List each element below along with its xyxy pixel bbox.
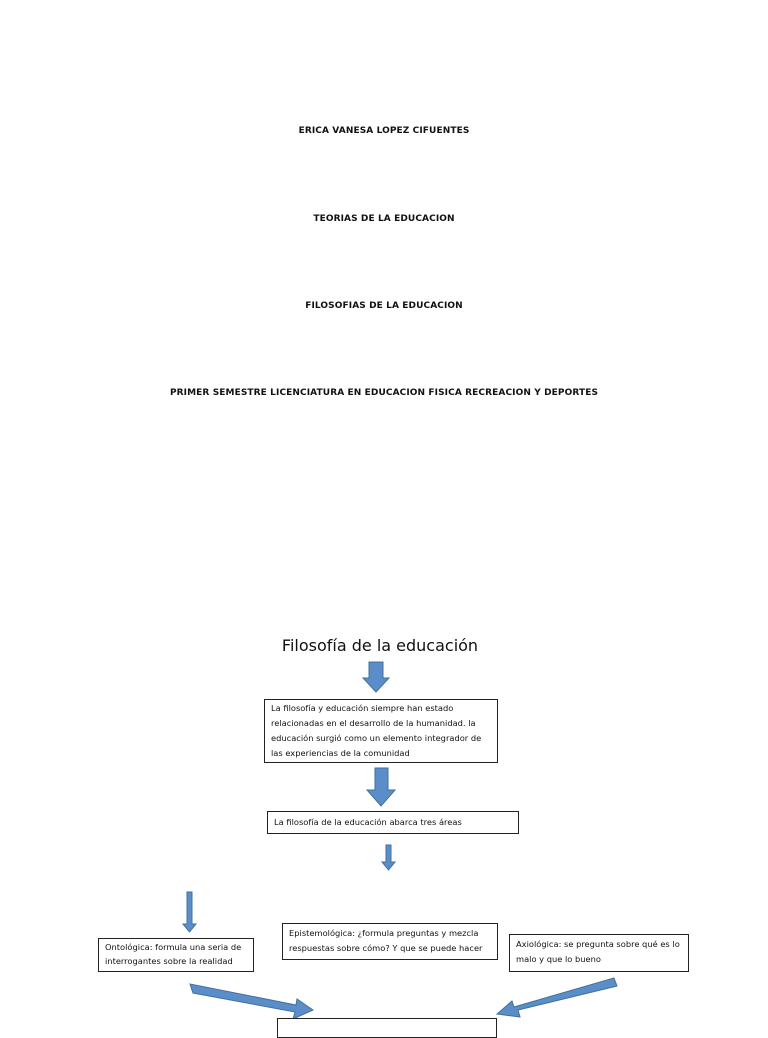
down-arrow-intro	[367, 768, 395, 806]
down-arrow-title	[363, 662, 389, 692]
axiologica-box: Axiológica: se pregunta sobre qué es lo malo y que lo bueno	[509, 934, 689, 972]
cover-topic: FILOSOFIAS DE LA EDUCACION	[305, 301, 463, 311]
cover-author: ERICA VANESA LOPEZ CIFUENTES	[298, 126, 470, 136]
cover-program: PRIMER SEMESTRE LICENCIATURA EN EDUCACION FISICA RECREACION Y DEPORTES	[169, 388, 599, 398]
intro-box: La filosofía y educación siempre han estado relacionadas en el desarrollo de la humanidad. la educación surgió como un elemento integrador de las experiencias de la comunidad	[264, 699, 498, 763]
down-arrow-ontologica	[183, 892, 196, 932]
cover-subject: TEORIAS DE LA EDUCACION	[313, 214, 455, 224]
epistemologica-box: Epistemológica: ¿formula preguntas y mezcla respuestas sobre cómo? Y que se puede hacer	[282, 923, 498, 960]
areas-heading-box: La filosofía de la educación abarca tres áreas	[267, 811, 519, 834]
diagonal-arrow-left	[190, 984, 313, 1019]
diagram-title: Filosofía de la educación	[281, 636, 479, 655]
ontologica-box: Ontológica: formula una seria de interrogantes sobre la realidad	[98, 938, 254, 972]
diagonal-arrow-right	[497, 978, 617, 1017]
bottom-box	[277, 1018, 497, 1038]
down-arrow-areas	[382, 845, 395, 870]
